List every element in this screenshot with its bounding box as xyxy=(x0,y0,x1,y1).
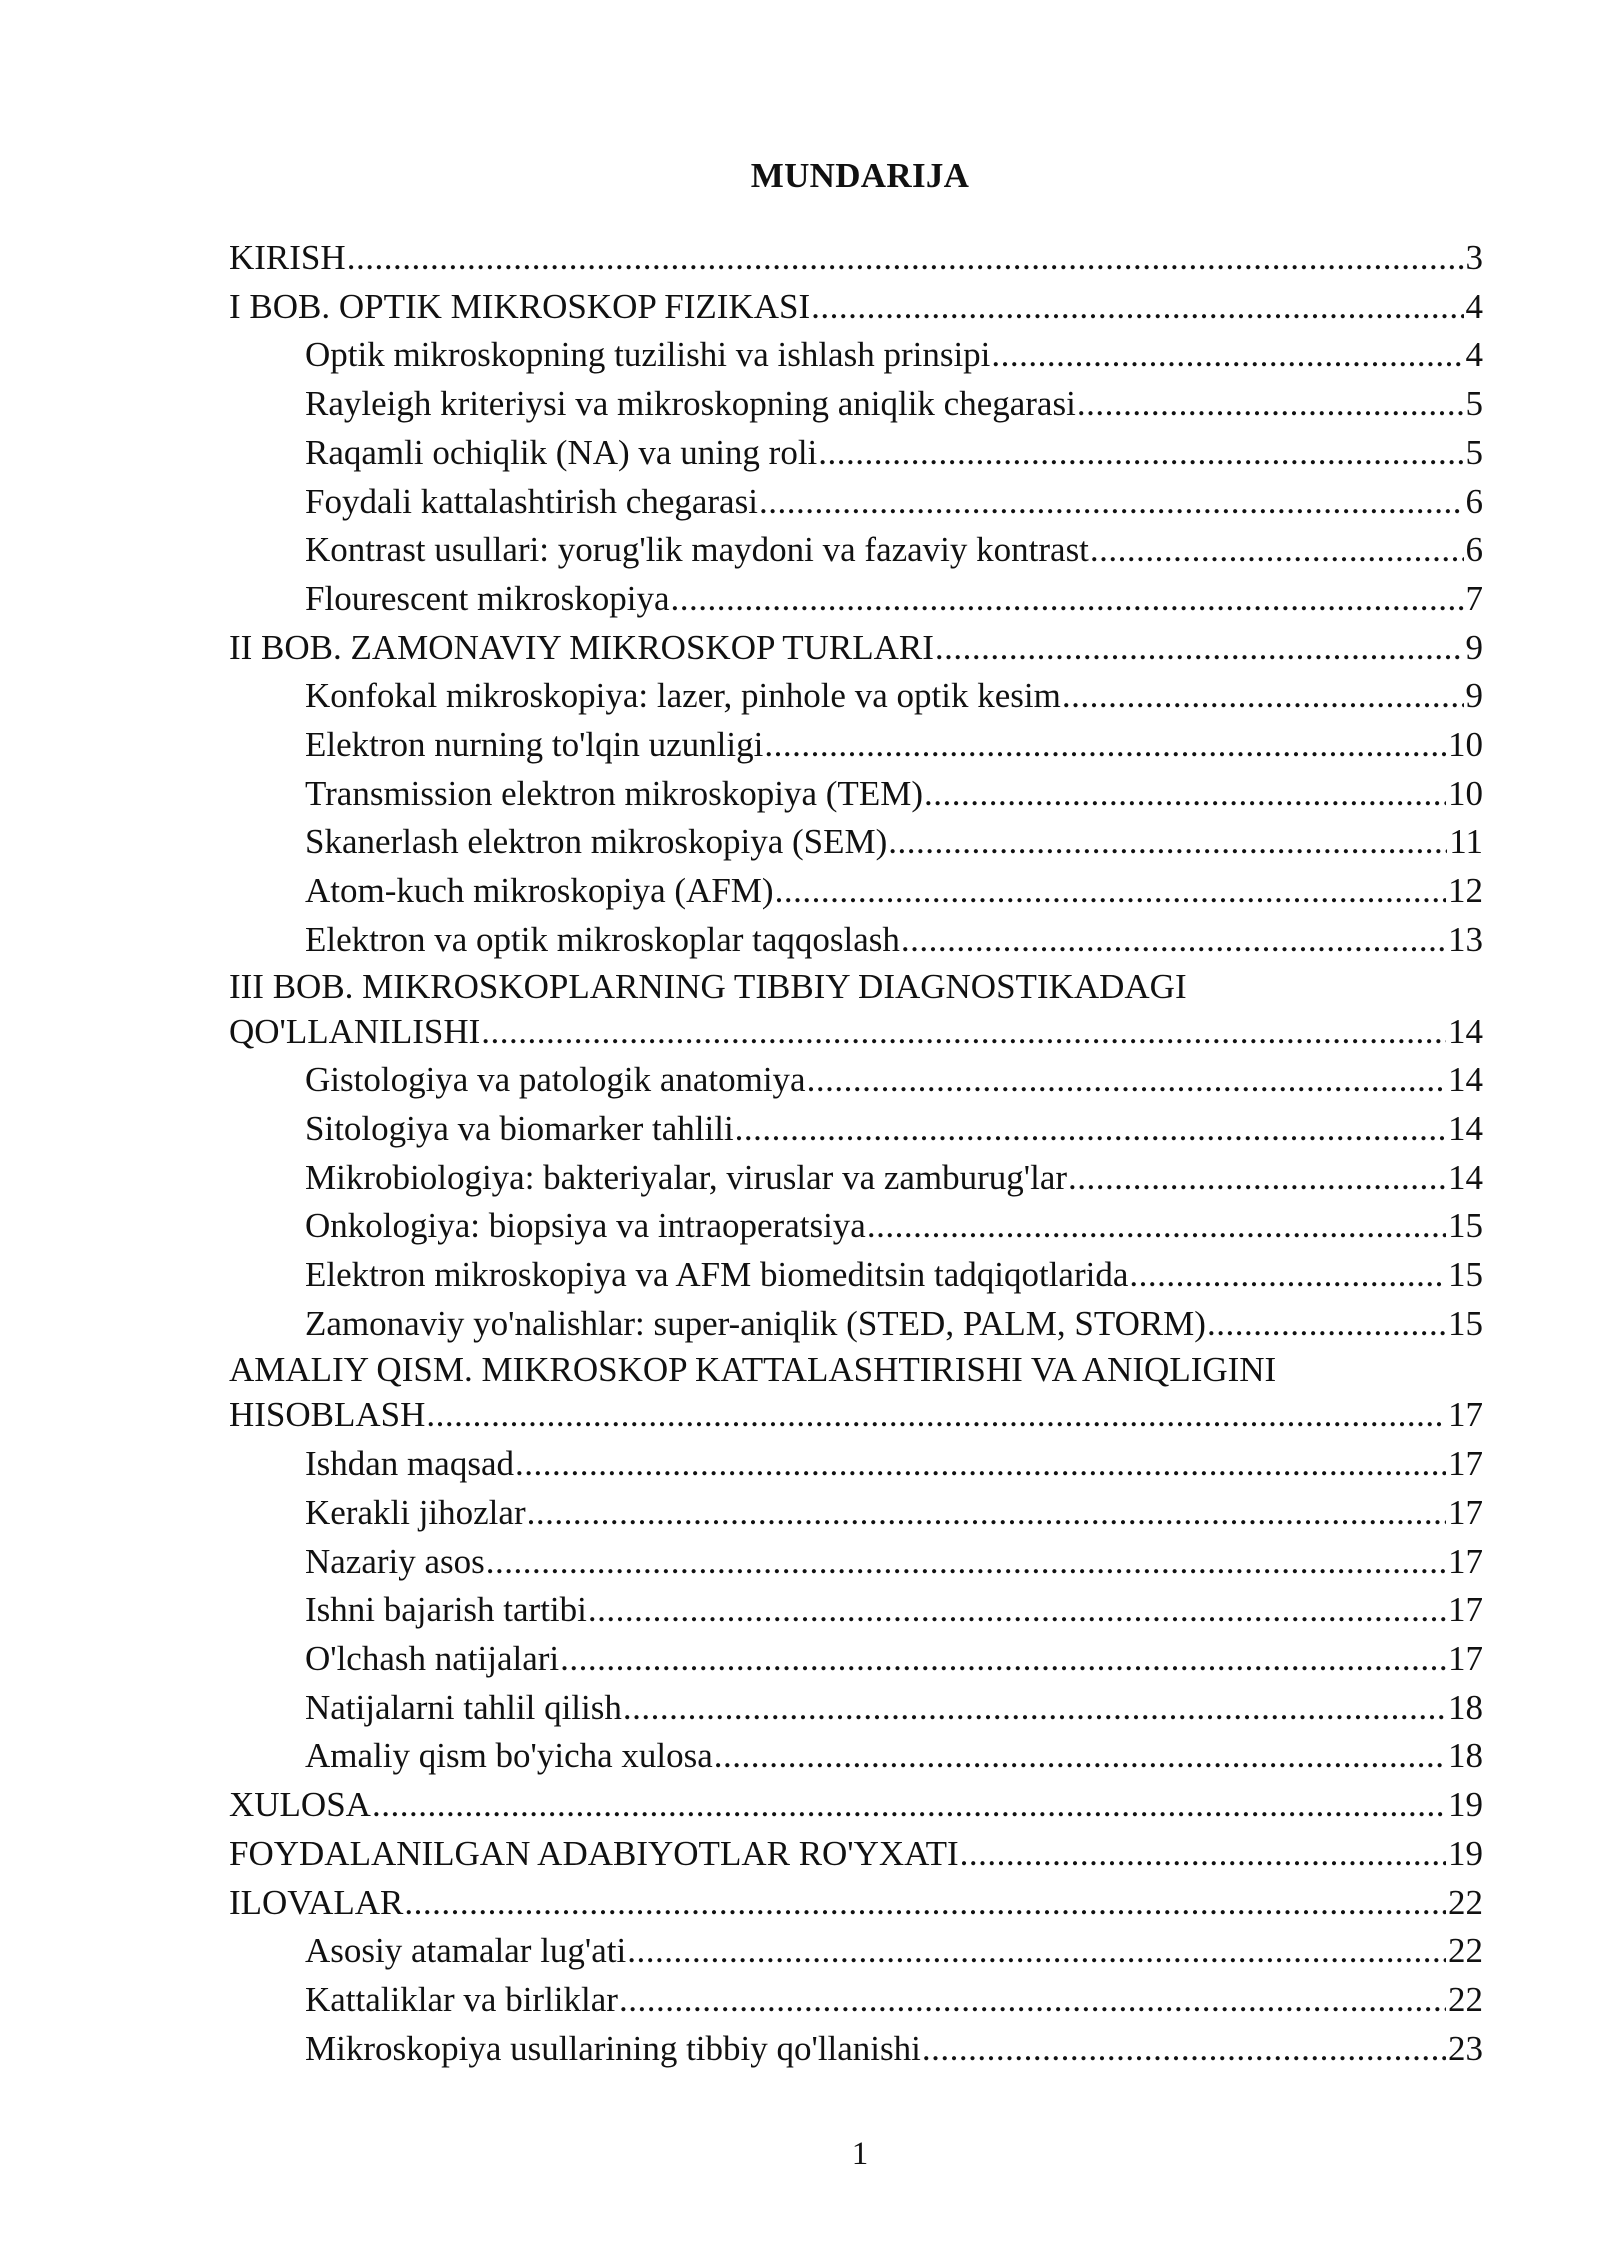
toc-entry-title: Sitologiya va biomarker tahlili xyxy=(305,1108,734,1148)
toc-dot-leader xyxy=(404,1879,1446,1928)
toc-section-entry[interactable] xyxy=(229,575,1483,624)
toc-entry-line xyxy=(305,1732,1483,1781)
toc-section-entry[interactable] xyxy=(229,2025,1483,2074)
toc-entry-title: Transmission elektron mikroskopiya (TEM) xyxy=(305,773,923,813)
toc-page-number: 23 xyxy=(1448,2028,1483,2068)
toc-section-entry[interactable] xyxy=(229,1440,1483,1489)
toc-list xyxy=(229,234,1483,2073)
toc-page-number: 17 xyxy=(1448,1541,1483,1581)
toc-section-entry[interactable] xyxy=(229,1300,1483,1349)
toc-dot-leader xyxy=(619,1976,1446,2025)
toc-entry-title: Mikrobiologiya: bakteriyalar, viruslar va zamburug'lar xyxy=(305,1157,1068,1197)
toc-entry-line xyxy=(305,1251,1483,1300)
toc-chapter-entry[interactable] xyxy=(229,1781,1483,1830)
toc-entry-title-line1: AMALIY QISM. MIKROSKOP KATTALASHTIRISHI VA ANIQLIGINI xyxy=(229,1350,1277,1390)
toc-dot-leader xyxy=(527,1489,1446,1538)
toc-section-entry[interactable] xyxy=(229,1538,1483,1587)
toc-page-number: 17 xyxy=(1448,1395,1483,1435)
toc-page-number: 17 xyxy=(1448,1590,1483,1630)
toc-dot-leader xyxy=(1090,526,1464,575)
toc-page-number: 15 xyxy=(1448,1303,1483,1343)
toc-dot-leader xyxy=(1077,380,1464,429)
toc-entry-title: Nazariy asos xyxy=(305,1541,485,1581)
toc-entry-line xyxy=(305,1056,1483,1105)
toc-dot-leader xyxy=(426,1391,1446,1440)
toc-page-number: 6 xyxy=(1465,530,1483,570)
toc-entry-title: Natijalarni tahlil qilish xyxy=(305,1687,622,1727)
toc-entry-line xyxy=(305,1684,1483,1733)
toc-page-number: 3 xyxy=(1465,238,1483,277)
toc-page-number: 22 xyxy=(1448,1979,1483,2019)
toc-section-entry[interactable] xyxy=(229,818,1483,867)
toc-entry-title: Zamonaviy yo'nalishlar: super-aniqlik (STED, PALM, STORM) xyxy=(305,1303,1206,1343)
toc-page-number: 17 xyxy=(1448,1444,1483,1484)
toc-entry-title: Elektron mikroskopiya va AFM biomeditsin tadqiqotlarida xyxy=(305,1255,1129,1295)
toc-entry-title: Elektron va optik mikroskoplar taqqoslash xyxy=(305,919,900,959)
toc-page-number: 4 xyxy=(1465,286,1483,326)
toc-section-entry[interactable] xyxy=(229,429,1483,478)
toc-entry-line xyxy=(229,1008,1483,1057)
toc-entry-title: Onkologiya: biopsiya va intraoperatsiya xyxy=(305,1206,866,1246)
toc-page-number: 17 xyxy=(1448,1638,1483,1678)
toc-page-number: 14 xyxy=(1448,1157,1483,1197)
toc-entry-title: I BOB. OPTIK MIKROSKOP FIZIKASI xyxy=(229,286,811,326)
toc-section-entry[interactable] xyxy=(229,672,1483,721)
toc-chapter-entry[interactable] xyxy=(229,624,1483,673)
toc-chapter-entry[interactable] xyxy=(229,1879,1483,1928)
toc-entry-title: Kontrast usullari: yorug'lik maydoni va fazaviy kontrast xyxy=(305,530,1089,570)
toc-entry-title: XULOSA xyxy=(229,1785,371,1825)
toc-dot-leader xyxy=(347,234,1464,283)
toc-section-entry[interactable] xyxy=(229,1489,1483,1538)
toc-page-number: 9 xyxy=(1465,627,1483,667)
toc-entry-line xyxy=(305,429,1483,478)
toc-entry-title: II BOB. ZAMONAVIY MIKROSKOP TURLARI xyxy=(229,627,934,667)
toc-page-number: 7 xyxy=(1465,578,1483,618)
toc-page-number: 14 xyxy=(1448,1108,1483,1148)
toc-entry-title-line1: III BOB. MIKROSKOPLARNING TIBBIY DIAGNOSTIKADAGI xyxy=(229,966,1187,1006)
toc-entry-title: HISOBLASH xyxy=(229,1395,426,1435)
toc-dot-leader xyxy=(623,1684,1446,1733)
toc-entry-title: Amaliy qism bo'yicha xulosa xyxy=(305,1736,713,1776)
toc-entry-line xyxy=(229,1391,1483,1440)
toc-dot-leader xyxy=(481,1008,1446,1057)
toc-dot-leader xyxy=(991,331,1463,380)
page-number: 1 xyxy=(851,2136,869,2172)
toc-chapter-entry[interactable] xyxy=(229,283,1483,332)
toc-title: MUNDARIJA xyxy=(750,156,970,195)
toc-page-number: 22 xyxy=(1448,1882,1483,1922)
toc-entry-line xyxy=(305,478,1483,527)
toc-page-number: 19 xyxy=(1448,1785,1483,1825)
toc-entry-line xyxy=(229,1781,1483,1830)
toc-entry-title: ILOVALAR xyxy=(229,1882,404,1922)
toc-entry-line xyxy=(305,1105,1483,1154)
toc-dot-leader xyxy=(818,429,1463,478)
toc-dot-leader xyxy=(588,1586,1446,1635)
toc-entry-line xyxy=(229,1879,1483,1928)
toc-section-entry[interactable] xyxy=(229,1105,1483,1154)
toc-page-number: 4 xyxy=(1465,335,1483,375)
toc-dot-leader xyxy=(775,867,1446,916)
toc-entry-title: Konfokal mikroskopiya: lazer, pinhole va optik kesim xyxy=(305,676,1061,716)
toc-section-entry[interactable] xyxy=(229,1927,1483,1976)
toc-dot-leader xyxy=(960,1830,1446,1879)
toc-dot-leader xyxy=(560,1635,1446,1684)
toc-section-entry[interactable] xyxy=(229,1586,1483,1635)
toc-section-entry[interactable] xyxy=(229,1635,1483,1684)
toc-dot-leader xyxy=(811,283,1463,332)
toc-entry-line xyxy=(305,1927,1483,1976)
toc-entry-line xyxy=(305,867,1483,916)
toc-page-number: 13 xyxy=(1448,919,1483,959)
toc-section-entry[interactable] xyxy=(229,526,1483,575)
toc-dot-leader xyxy=(486,1538,1446,1587)
toc-entry-line xyxy=(305,1538,1483,1587)
toc-dot-leader xyxy=(735,1105,1446,1154)
toc-entry-title: O'lchash natijalari xyxy=(305,1638,560,1678)
toc-entry-line xyxy=(305,1489,1483,1538)
toc-chapter-entry[interactable] xyxy=(229,1830,1483,1879)
toc-dot-leader xyxy=(714,1732,1446,1781)
toc-entry-title: Optik mikroskopning tuzilishi va ishlash prinsipi xyxy=(305,335,991,375)
toc-section-entry[interactable] xyxy=(229,770,1483,819)
toc-dot-leader xyxy=(901,916,1446,965)
toc-page-number: 17 xyxy=(1448,1492,1483,1532)
toc-entry-title: Asosiy atamalar lug'ati xyxy=(305,1931,627,1971)
toc-page-number: 15 xyxy=(1448,1206,1483,1246)
toc-page-number: 10 xyxy=(1448,773,1483,813)
toc-page-number: 12 xyxy=(1448,871,1483,911)
toc-dot-leader xyxy=(867,1202,1446,1251)
toc-entry-line xyxy=(305,1154,1483,1203)
toc-entry-title: Foydali kattalashtirish chegarasi xyxy=(305,481,758,521)
toc-entry-title: Ishdan maqsad xyxy=(305,1444,514,1484)
toc-section-entry[interactable] xyxy=(229,1684,1483,1733)
toc-entry-line xyxy=(305,380,1483,429)
toc-section-entry[interactable] xyxy=(229,1056,1483,1105)
toc-entry-line xyxy=(305,575,1483,624)
toc-entry-line xyxy=(305,1440,1483,1489)
toc-entry-line xyxy=(305,1300,1483,1349)
toc-section-entry[interactable] xyxy=(229,1202,1483,1251)
toc-page-number: 18 xyxy=(1448,1687,1483,1727)
toc-dot-leader xyxy=(372,1781,1446,1830)
toc-page-number: 10 xyxy=(1448,725,1483,765)
toc-page-number: 18 xyxy=(1448,1736,1483,1776)
toc-section-entry[interactable] xyxy=(229,916,1483,965)
toc-entry-line xyxy=(305,1202,1483,1251)
toc-section-entry[interactable] xyxy=(229,1154,1483,1203)
toc-dot-leader xyxy=(1062,672,1464,721)
toc-entry-line xyxy=(229,234,1483,283)
toc-entry-line xyxy=(305,770,1483,819)
toc-dot-leader xyxy=(1207,1300,1446,1349)
toc-dot-leader xyxy=(922,2025,1446,2074)
toc-dot-leader xyxy=(935,624,1464,673)
toc-section-entry[interactable] xyxy=(229,721,1483,770)
toc-page-number: 6 xyxy=(1465,481,1483,521)
toc-entry-line xyxy=(305,526,1483,575)
toc-dot-leader xyxy=(924,770,1446,819)
toc-entry-title: Kerakli jihozlar xyxy=(305,1492,526,1532)
toc-entry-title: FOYDALANILGAN ADABIYOTLAR RO'YXATI xyxy=(229,1833,959,1873)
toc-entry-line xyxy=(305,1976,1483,2025)
toc-page-number: 5 xyxy=(1465,384,1483,424)
toc-entry-line xyxy=(305,1635,1483,1684)
toc-entry-title: Flourescent mikroskopiya xyxy=(305,578,670,618)
toc-entry-title: Ishni bajarish tartibi xyxy=(305,1590,587,1630)
toc-entry-line xyxy=(229,624,1483,673)
toc-page-number: 14 xyxy=(1448,1060,1483,1100)
toc-section-entry[interactable] xyxy=(229,1976,1483,2025)
toc-dot-leader xyxy=(764,721,1446,770)
toc-dot-leader xyxy=(807,1056,1446,1105)
toc-entry-title: QO'LLANILISHI xyxy=(229,1011,481,1051)
toc-section-entry[interactable] xyxy=(229,380,1483,429)
toc-page-number: 5 xyxy=(1465,432,1483,472)
toc-page-number: 14 xyxy=(1448,1011,1483,1051)
toc-dot-leader xyxy=(671,575,1464,624)
toc-entry-line xyxy=(305,916,1483,965)
toc-section-entry[interactable] xyxy=(229,478,1483,527)
toc-entry-line xyxy=(305,331,1483,380)
toc-page-number: 15 xyxy=(1448,1255,1483,1295)
toc-page-number: 9 xyxy=(1465,676,1483,716)
toc-dot-leader xyxy=(759,478,1464,527)
toc-entry-line xyxy=(229,1830,1483,1879)
toc-dot-leader xyxy=(888,818,1447,867)
toc-entry-title: Skanerlash elektron mikroskopiya (SEM) xyxy=(305,822,888,862)
toc-chapter-entry[interactable] xyxy=(229,1348,1483,1440)
toc-chapter-entry[interactable] xyxy=(229,234,1483,283)
toc-entry-title: Rayleigh kriteriysi va mikroskopning aniqlik chegarasi xyxy=(305,384,1076,424)
toc-section-entry[interactable] xyxy=(229,1251,1483,1300)
toc-dot-leader xyxy=(627,1927,1446,1976)
toc-section-entry[interactable] xyxy=(229,867,1483,916)
toc-entry-title: Elektron nurning to'lqin uzunligi xyxy=(305,725,764,765)
toc-entry-title: Kattaliklar va birliklar xyxy=(305,1979,618,2019)
toc-entry-line xyxy=(305,818,1483,867)
toc-page-number: 22 xyxy=(1448,1931,1483,1971)
toc-entry-line xyxy=(305,672,1483,721)
toc-dot-leader xyxy=(1129,1251,1446,1300)
toc-chapter-entry[interactable] xyxy=(229,965,1483,1057)
toc-entry-title: KIRISH xyxy=(229,238,346,277)
toc-entry-title: Mikroskopiya usullarining tibbiy qo'llanishi xyxy=(305,2028,921,2068)
toc-entry-line xyxy=(305,1586,1483,1635)
toc-page-number: 11 xyxy=(1449,822,1483,862)
toc-dot-leader xyxy=(1068,1154,1446,1203)
toc-entry-line xyxy=(305,2025,1483,2074)
toc-entry-title: Atom-kuch mikroskopiya (AFM) xyxy=(305,871,774,911)
toc-section-entry[interactable] xyxy=(229,1732,1483,1781)
toc-page-number: 19 xyxy=(1448,1833,1483,1873)
toc-entry-line xyxy=(229,283,1483,332)
toc-entry-line xyxy=(305,721,1483,770)
toc-entry-title: Raqamli ochiqlik (NA) va uning roli xyxy=(305,432,818,472)
toc-dot-leader xyxy=(515,1440,1446,1489)
toc-section-entry[interactable] xyxy=(229,331,1483,380)
toc-entry-title: Gistologiya va patologik anatomiya xyxy=(305,1060,806,1100)
